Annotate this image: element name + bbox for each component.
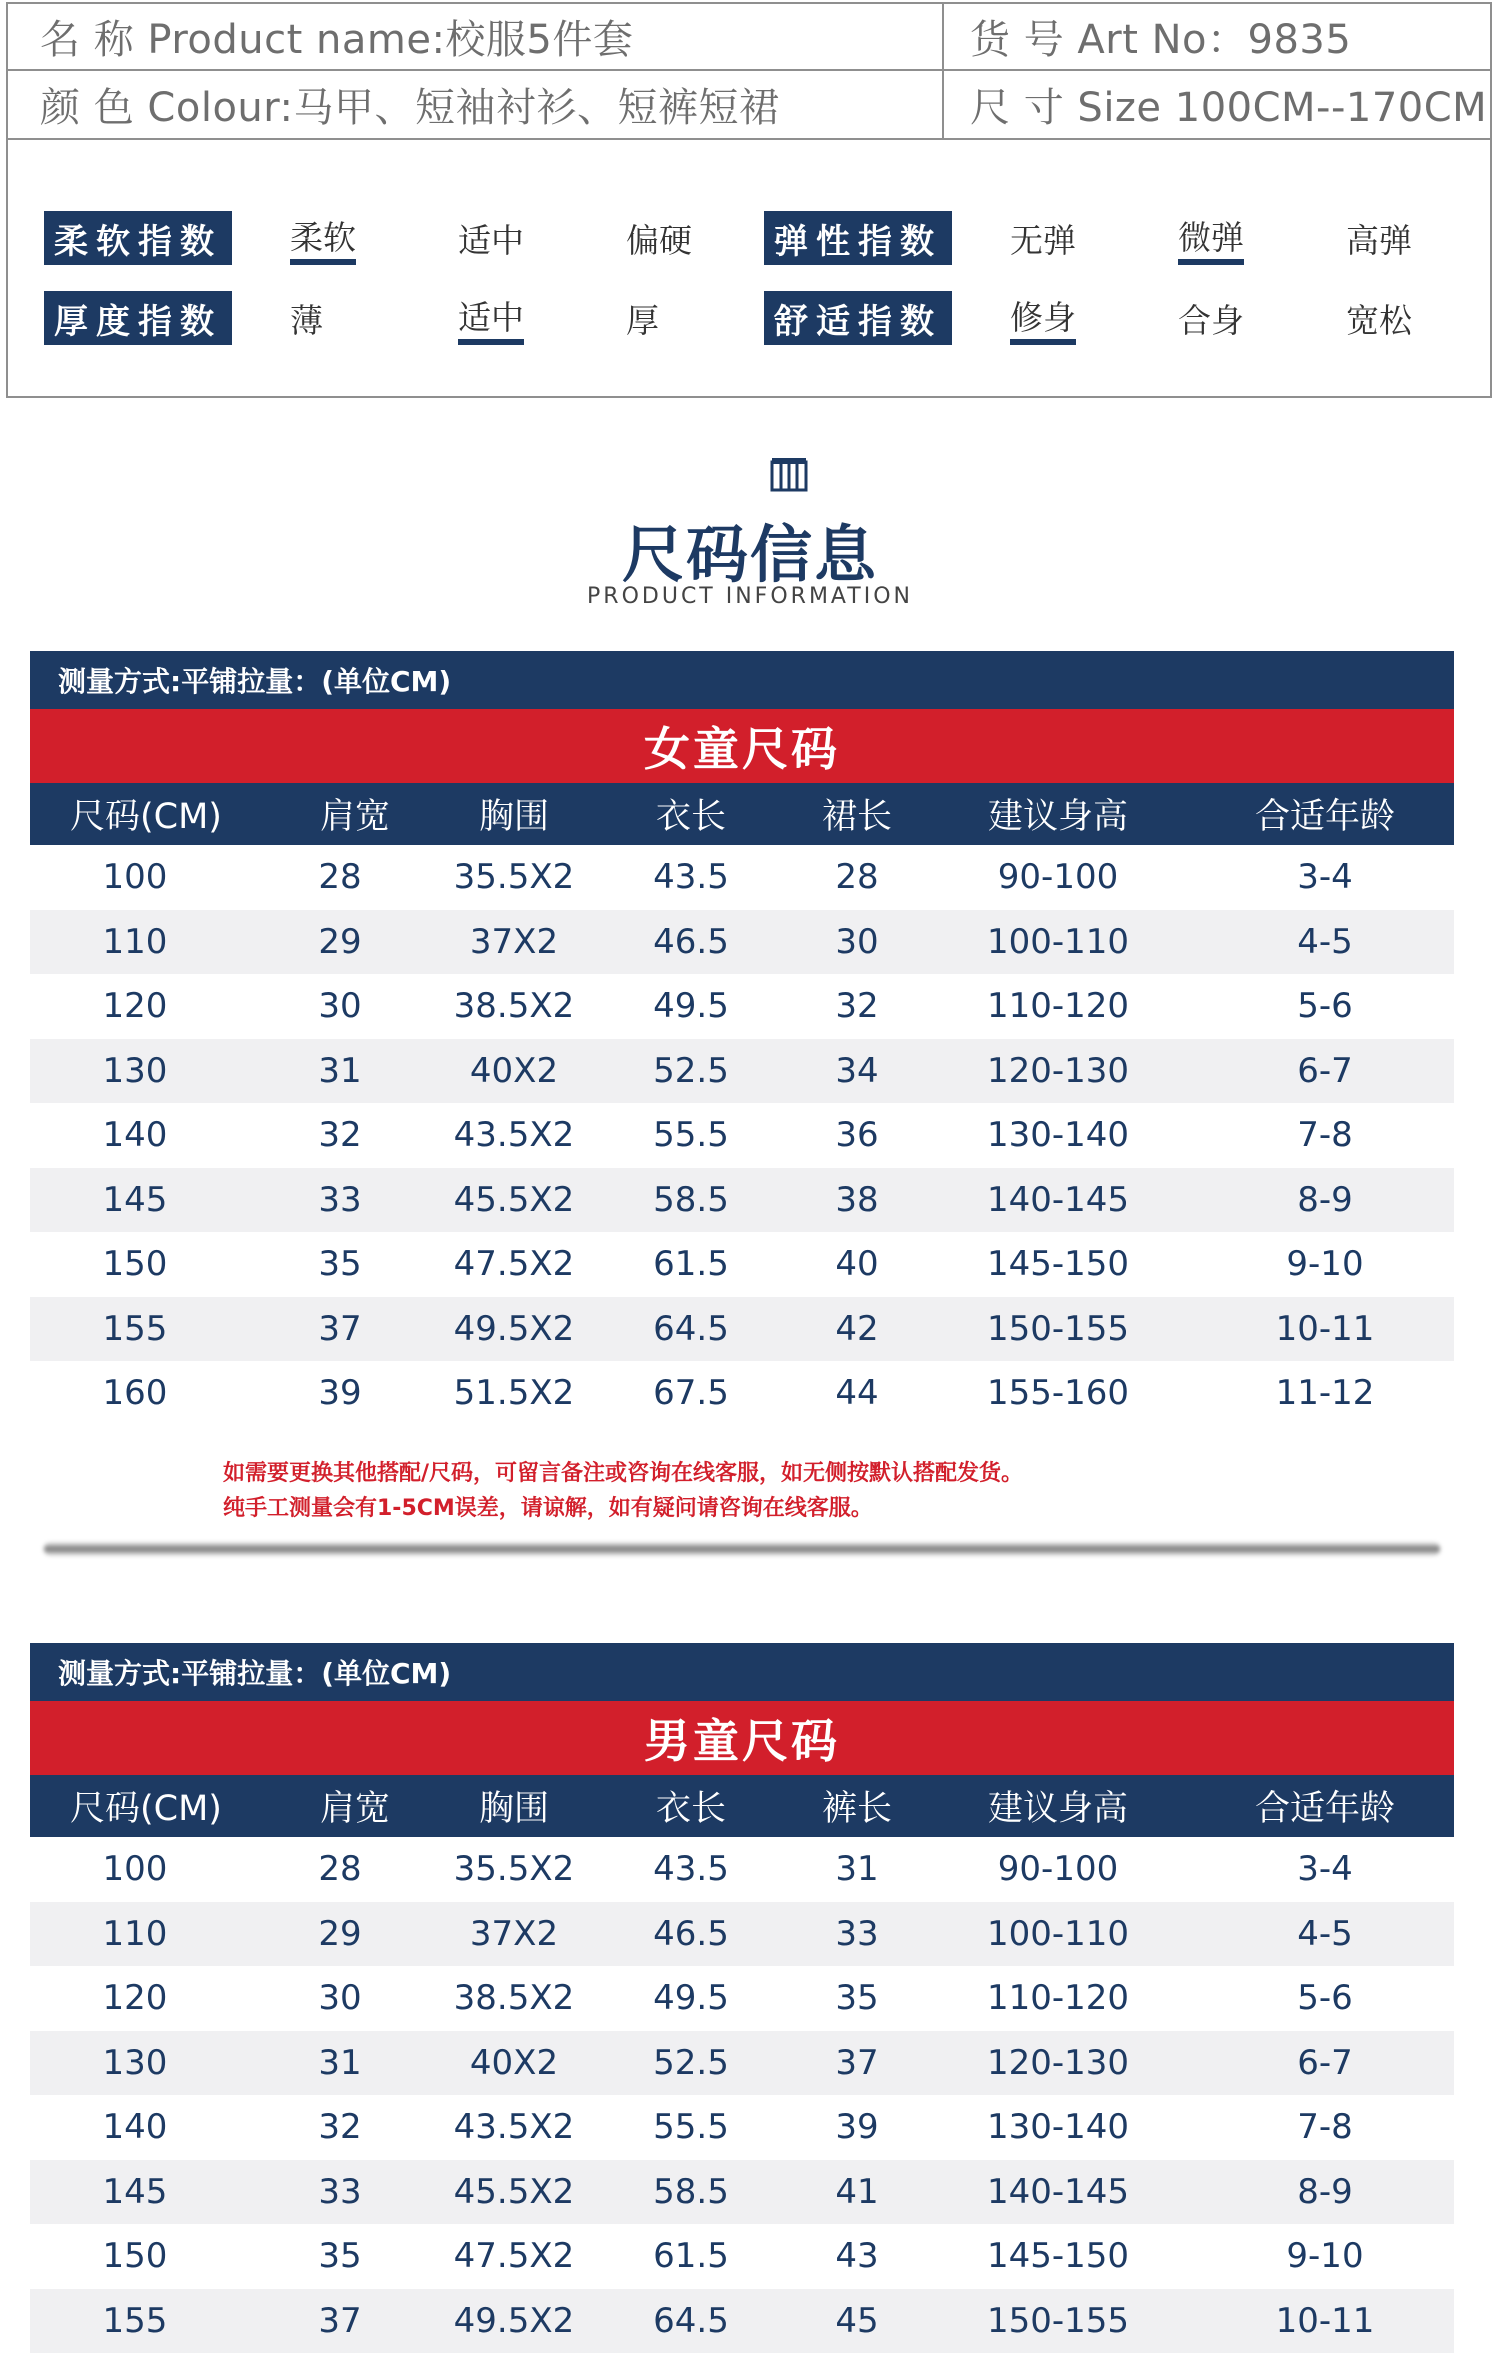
- header-cell: 肩宽: [270, 1775, 440, 1837]
- measure-method: 测量方式:平铺拉量：(单位CM): [30, 1643, 1454, 1701]
- product-colour: 颜 色 Colour:马甲、短袖衬衫、短裤短裙: [40, 71, 780, 138]
- header-cell: 尺码(CM): [30, 783, 270, 845]
- table-cell: 140-145: [920, 1168, 1196, 1233]
- info-row-2: [8, 71, 1490, 140]
- table-shadow: [44, 1542, 1440, 1556]
- table-cell: 10-11: [1196, 1297, 1454, 1362]
- table-cell: 30: [794, 910, 920, 975]
- table-cell: 49.5: [588, 1966, 794, 2031]
- table-cell: 37: [240, 1297, 440, 1362]
- table-title: 女童尺码: [30, 709, 1454, 783]
- table-cell: 130-140: [920, 2095, 1196, 2160]
- table-row: [30, 2224, 1454, 2289]
- table-cell: 3-4: [1196, 845, 1454, 910]
- table-cell: 35: [240, 1232, 440, 1297]
- table-cell: 120-130: [920, 1039, 1196, 1104]
- table-cell: 150-155: [920, 2289, 1196, 2353]
- comfort-option-loose: 宽松: [1346, 291, 1412, 345]
- table-cell: 6-7: [1196, 1039, 1454, 1104]
- table-cell: 33: [240, 1168, 440, 1233]
- thickness-option-thin: 薄: [290, 291, 323, 345]
- table-cell: 47.5X2: [440, 2224, 588, 2289]
- table-row: [30, 910, 1454, 975]
- table-cell: 110-120: [920, 1966, 1196, 2031]
- table-cell: 145-150: [920, 2224, 1196, 2289]
- table-cell: 61.5: [588, 2224, 794, 2289]
- table-cell: 5-6: [1196, 1966, 1454, 2031]
- table-cell: 120: [30, 974, 240, 1039]
- table-cell: 150: [30, 1232, 240, 1297]
- table-row: [30, 1039, 1454, 1104]
- table-header-row: [30, 1775, 1454, 1837]
- table-cell: 49.5: [588, 974, 794, 1039]
- table-cell: 155-160: [920, 1361, 1196, 1426]
- table-cell: 155: [30, 2289, 240, 2353]
- table-cell: 8-9: [1196, 2160, 1454, 2225]
- table-cell: 100-110: [920, 1902, 1196, 1967]
- table-cell: 9-10: [1196, 1232, 1454, 1297]
- table-cell: 45: [794, 2289, 920, 2353]
- table-cell: 45.5X2: [440, 2160, 588, 2225]
- table-header-row: [30, 783, 1454, 845]
- header-cell: 裤长: [794, 1775, 920, 1837]
- table-cell: 43.5X2: [440, 1103, 588, 1168]
- table-cell: 43: [794, 2224, 920, 2289]
- table-cell: 39: [240, 1361, 440, 1426]
- table-cell: 110-120: [920, 974, 1196, 1039]
- measure-method: 测量方式:平铺拉量：(单位CM): [30, 651, 1454, 709]
- table-cell: 52.5: [588, 2031, 794, 2096]
- table-cell: 44: [794, 1361, 920, 1426]
- table-cell: 4-5: [1196, 1902, 1454, 1967]
- header-cell: 肩宽: [270, 783, 440, 845]
- table-cell: 100-110: [920, 910, 1196, 975]
- table-cell: 140: [30, 1103, 240, 1168]
- header-cell: 胸围: [440, 1775, 588, 1837]
- table-row: [30, 845, 1454, 910]
- table-cell: 52.5: [588, 1039, 794, 1104]
- table-cell: 150-155: [920, 1297, 1196, 1362]
- table-cell: 28: [794, 845, 920, 910]
- table-body: [30, 1837, 1454, 2353]
- table-row: [30, 2289, 1454, 2353]
- table-cell: 38: [794, 1168, 920, 1233]
- table-cell: 55.5: [588, 2095, 794, 2160]
- softness-option-medium: 适中: [458, 211, 524, 265]
- table-cell: 7-8: [1196, 1103, 1454, 1168]
- art-number: 货 号 Art No：9835: [970, 4, 1351, 69]
- table-cell: 90-100: [920, 845, 1196, 910]
- header-cell: 建议身高: [920, 1775, 1196, 1837]
- table-cell: 37X2: [440, 910, 588, 975]
- table-cell: 120-130: [920, 2031, 1196, 2096]
- table-cell: 35: [794, 1966, 920, 2031]
- softness-option-hard: 偏硬: [626, 211, 692, 265]
- table-cell: 11-12: [1196, 1361, 1454, 1426]
- table-cell: 58.5: [588, 2160, 794, 2225]
- table-cell: 36: [794, 1103, 920, 1168]
- elasticity-index-label: 弹性指数: [764, 211, 952, 265]
- table-cell: 49.5X2: [440, 2289, 588, 2353]
- table-row: [30, 1837, 1454, 1902]
- section-title: 尺码信息: [0, 505, 1500, 594]
- section-subtitle: PRODUCT INFORMATION: [0, 584, 1500, 609]
- table-row: [30, 1232, 1454, 1297]
- table-cell: 33: [794, 1902, 920, 1967]
- elasticity-option-slight: 微弹: [1178, 211, 1244, 265]
- note-line: 如需要更换其他搭配/尺码，可留言备注或咨询在线客服，如无侧按默认搭配发货。: [223, 1456, 1454, 1491]
- table-cell: 110: [30, 910, 240, 975]
- table-cell: 38.5X2: [440, 1966, 588, 2031]
- table-cell: 38.5X2: [440, 974, 588, 1039]
- table-row: [30, 2095, 1454, 2160]
- table-cell: 145: [30, 1168, 240, 1233]
- table-cell: 49.5X2: [440, 1297, 588, 1362]
- header-cell: 衣长: [588, 783, 794, 845]
- table-cell: 130: [30, 1039, 240, 1104]
- table-cell: 47.5X2: [440, 1232, 588, 1297]
- table-cell: 40: [794, 1232, 920, 1297]
- table-cell: 10-11: [1196, 2289, 1454, 2353]
- table-cell: 41: [794, 2160, 920, 2225]
- product-info-box: [6, 2, 1492, 398]
- table-cell: 140: [30, 2095, 240, 2160]
- table-cell: 40X2: [440, 1039, 588, 1104]
- table-title: 男童尺码: [30, 1701, 1454, 1775]
- table-cell: 42: [794, 1297, 920, 1362]
- table-cell: 37: [240, 2289, 440, 2353]
- comfort-option-slim: 修身: [1010, 291, 1076, 345]
- table-cell: 110: [30, 1902, 240, 1967]
- table-cell: 130-140: [920, 1103, 1196, 1168]
- table-cell: 8-9: [1196, 1168, 1454, 1233]
- table-row: [30, 1168, 1454, 1233]
- header-cell: 合适年龄: [1196, 783, 1454, 845]
- table-cell: 31: [794, 1837, 920, 1902]
- table-cell: 35: [240, 2224, 440, 2289]
- table-cell: 5-6: [1196, 974, 1454, 1039]
- table-cell: 58.5: [588, 1168, 794, 1233]
- table-cell: 61.5: [588, 1232, 794, 1297]
- table-cell: 30: [240, 974, 440, 1039]
- softness-index-label: 柔软指数: [44, 211, 232, 265]
- table-cell: 100: [30, 1837, 240, 1902]
- table-cell: 29: [240, 910, 440, 975]
- table-cell: 34: [794, 1039, 920, 1104]
- table-cell: 9-10: [1196, 2224, 1454, 2289]
- table-cell: 140-145: [920, 2160, 1196, 2225]
- table-cell: 64.5: [588, 2289, 794, 2353]
- table-cell: 100: [30, 845, 240, 910]
- note-line: 纯手工测量会有1-5CM误差，请谅解，如有疑问请咨询在线客服。: [223, 1491, 1454, 1526]
- table-cell: 3-4: [1196, 1837, 1454, 1902]
- table-cell: 155: [30, 1297, 240, 1362]
- thickness-index-label: 厚度指数: [44, 291, 232, 345]
- table-cell: 7-8: [1196, 2095, 1454, 2160]
- ruler-icon: [769, 456, 809, 494]
- table-row: [30, 1966, 1454, 2031]
- header-cell: 建议身高: [920, 783, 1196, 845]
- table-row: [30, 2160, 1454, 2225]
- softness-option-soft: 柔软: [290, 211, 356, 265]
- table-row: [30, 1902, 1454, 1967]
- table-cell: 145-150: [920, 1232, 1196, 1297]
- table-row: [30, 1361, 1454, 1426]
- table-cell: 35.5X2: [440, 1837, 588, 1902]
- table-cell: 160: [30, 1361, 240, 1426]
- table-cell: 150: [30, 2224, 240, 2289]
- table-cell: 31: [240, 2031, 440, 2096]
- table-cell: 40X2: [440, 2031, 588, 2096]
- table-cell: 31: [240, 1039, 440, 1104]
- table-cell: 28: [240, 845, 440, 910]
- table-cell: 32: [240, 1103, 440, 1168]
- thickness-option-medium: 适中: [458, 291, 524, 345]
- table-cell: 90-100: [920, 1837, 1196, 1902]
- table-cell: 130: [30, 2031, 240, 2096]
- table-row: [30, 974, 1454, 1039]
- product-size-range: 尺 寸 Size 100CM--170CM: [970, 71, 1487, 138]
- table-cell: 6-7: [1196, 2031, 1454, 2096]
- comfort-option-fit: 合身: [1178, 291, 1244, 345]
- header-cell: 尺码(CM): [30, 1775, 270, 1837]
- table-cell: 33: [240, 2160, 440, 2225]
- comfort-index-label: 舒适指数: [764, 291, 952, 345]
- table-cell: 37X2: [440, 1902, 588, 1967]
- thickness-option-thick: 厚: [626, 291, 659, 345]
- table-cell: 4-5: [1196, 910, 1454, 975]
- table-cell: 46.5: [588, 910, 794, 975]
- header-cell: 胸围: [440, 783, 588, 845]
- table-cell: 45.5X2: [440, 1168, 588, 1233]
- table-cell: 120: [30, 1966, 240, 2031]
- table-cell: 55.5: [588, 1103, 794, 1168]
- boys-size-table: [30, 1643, 1454, 2353]
- table-cell: 37: [794, 2031, 920, 2096]
- table-cell: 64.5: [588, 1297, 794, 1362]
- table-cell: 43.5: [588, 845, 794, 910]
- table-row: [30, 1297, 1454, 1362]
- table-row: [30, 2031, 1454, 2096]
- table-cell: 30: [240, 1966, 440, 2031]
- table-cell: 51.5X2: [440, 1361, 588, 1426]
- table-body: [30, 845, 1454, 1426]
- header-cell: 合适年龄: [1196, 1775, 1454, 1837]
- table-cell: 35.5X2: [440, 845, 588, 910]
- table-cell: 46.5: [588, 1902, 794, 1967]
- table-row: [30, 1103, 1454, 1168]
- info-divider: [942, 4, 944, 140]
- table-cell: 39: [794, 2095, 920, 2160]
- elasticity-option-none: 无弹: [1010, 211, 1076, 265]
- table-notes: [30, 1456, 1454, 1526]
- header-cell: 衣长: [588, 1775, 794, 1837]
- product-name: 名 称 Product name:校服5件套: [40, 4, 633, 69]
- table-cell: 145: [30, 2160, 240, 2225]
- table-cell: 29: [240, 1902, 440, 1967]
- header-cell: 裙长: [794, 783, 920, 845]
- girls-size-table: [30, 651, 1454, 1526]
- table-cell: 43.5X2: [440, 2095, 588, 2160]
- table-cell: 43.5: [588, 1837, 794, 1902]
- table-cell: 32: [794, 974, 920, 1039]
- elasticity-option-high: 高弹: [1346, 211, 1412, 265]
- table-cell: 32: [240, 2095, 440, 2160]
- table-cell: 67.5: [588, 1361, 794, 1426]
- info-row-1: [8, 4, 1490, 71]
- table-cell: 28: [240, 1837, 440, 1902]
